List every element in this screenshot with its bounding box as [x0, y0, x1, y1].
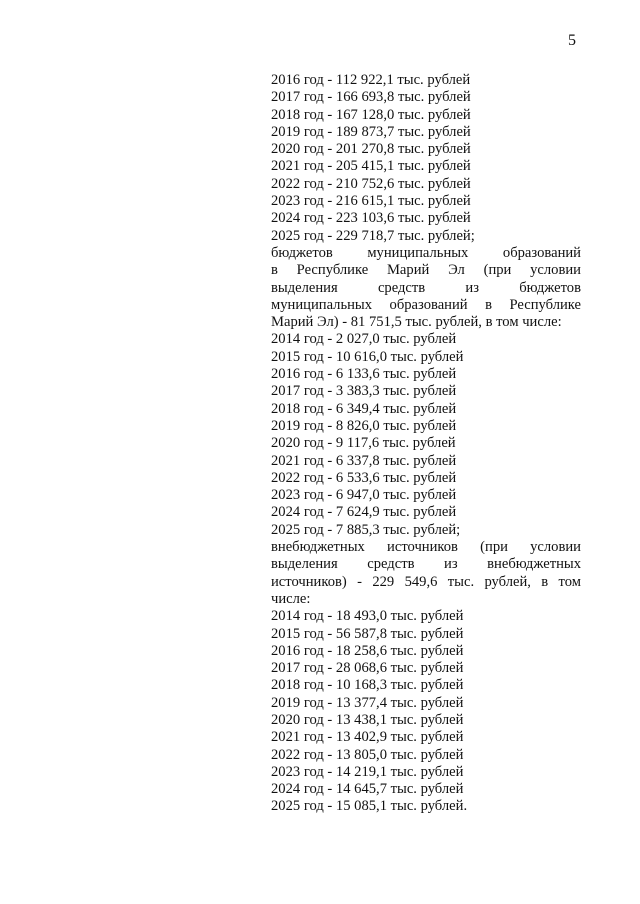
year-line: 2016 год - 112 922,1 тыс. рублей — [271, 72, 471, 88]
year-line: 2018 год - 10 168,3 тыс. рублей — [271, 677, 464, 694]
year-line: 2021 год - 6 337,8 тыс. рублей — [271, 452, 457, 469]
year-line: 2020 год - 9 117,6 тыс. рублей — [271, 435, 456, 452]
year-line: 2024 год - 223 103,6 тыс. рублей — [271, 210, 471, 227]
year-line: 2016 год - 6 133,6 тыс. рублей — [271, 366, 457, 383]
extrabudget-intro — [271, 539, 581, 608]
paragraph-line: Марий Эл) - 81 751,5 тыс. рублей, в том числе: — [271, 314, 562, 331]
municipal-budget-intro — [271, 245, 581, 331]
year-line: 2024 год - 14 645,7 тыс. рублей — [271, 781, 464, 798]
republic-budget-years — [271, 72, 581, 245]
year-line: 2021 год - 205 415,1 тыс. рублей — [271, 158, 471, 175]
page-number: 5 — [568, 32, 576, 49]
year-line: 2023 год - 216 615,1 тыс. рублей — [271, 193, 471, 210]
year-line: 2020 год - 13 438,1 тыс. рублей — [271, 711, 464, 728]
paragraph-line: выделения средств из внебюджетных — [271, 556, 581, 573]
paragraph-line: внебюджетных источников (при условии — [271, 539, 581, 556]
year-line: 2019 год - 189 873,7 тыс. рублей — [271, 123, 471, 140]
paragraph-line: в Республике Марий Эл (при условии — [271, 262, 581, 279]
year-line: 2017 год - 28 068,6 тыс. рублей — [271, 660, 464, 677]
year-line: 2024 год - 7 624,9 тыс. рублей — [271, 504, 457, 521]
paragraph-line: бюджетов муниципальных образований — [271, 244, 581, 261]
year-line: 2022 год - 6 533,6 тыс. рублей — [271, 469, 457, 486]
year-line: 2018 год - 6 349,4 тыс. рублей — [271, 400, 457, 417]
funding-text — [271, 72, 581, 816]
year-line: 2025 год - 229 718,7 тыс. рублей; — [271, 227, 475, 244]
year-line: 2017 год - 166 693,8 тыс. рублей — [271, 89, 471, 106]
year-line: 2021 год - 13 402,9 тыс. рублей — [271, 729, 464, 746]
year-line: 2022 год - 13 805,0 тыс. рублей — [271, 746, 464, 763]
year-line: 2014 год - 18 493,0 тыс. рублей — [271, 608, 464, 625]
municipal-budget-years — [271, 331, 581, 539]
year-line: 2015 год - 56 587,8 тыс. рублей — [271, 625, 464, 642]
year-line: 2025 год - 7 885,3 тыс. рублей; — [271, 521, 461, 538]
year-line: 2016 год - 18 258,6 тыс. рублей — [271, 642, 464, 659]
paragraph-line: числе: — [271, 590, 311, 607]
year-line: 2015 год - 10 616,0 тыс. рублей — [271, 348, 464, 365]
year-line: 2019 год - 13 377,4 тыс. рублей — [271, 694, 464, 711]
paragraph-line: выделения средств из бюджетов — [271, 279, 581, 296]
year-line: 2017 год - 3 383,3 тыс. рублей — [271, 383, 457, 400]
year-line: 2019 год - 8 826,0 тыс. рублей — [271, 417, 457, 434]
year-line: 2023 год - 14 219,1 тыс. рублей — [271, 763, 464, 780]
extrabudget-years — [271, 608, 581, 816]
year-line: 2025 год - 15 085,1 тыс. рублей. — [271, 798, 468, 815]
year-line: 2018 год - 167 128,0 тыс. рублей — [271, 106, 471, 123]
year-line: 2020 год - 201 270,8 тыс. рублей — [271, 141, 471, 158]
paragraph-line: муниципальных образований в Республике — [271, 296, 581, 313]
year-line: 2022 год - 210 752,6 тыс. рублей — [271, 175, 471, 192]
year-line: 2023 год - 6 947,0 тыс. рублей — [271, 487, 457, 504]
paragraph-line: источников) - 229 549,6 тыс. рублей, в том — [271, 573, 581, 590]
year-line: 2014 год - 2 027,0 тыс. рублей — [271, 331, 457, 348]
